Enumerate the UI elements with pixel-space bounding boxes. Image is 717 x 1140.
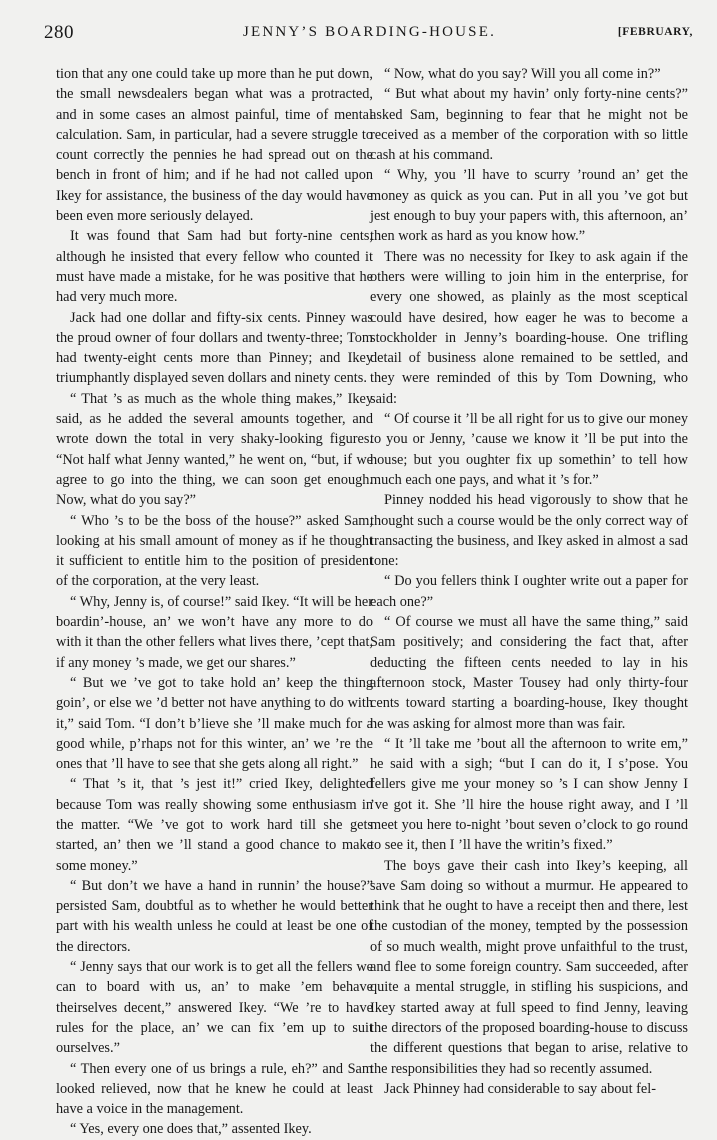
paragraph: “ Why, Jenny is, of course!” said Ikey. “It will be her boardin’-house, an’ we won’t have any more to do with it than the other fellers what lives there, ’cept that, if any money ’s made, we get our shares.” <box>56 593 373 671</box>
running-title: JENNY’S BOARDING-HOUSE. <box>242 24 497 40</box>
issue-month: [FEBRUARY, <box>617 26 693 38</box>
paragraph: “ Now, what do you say? Will you all come in?” <box>384 66 661 82</box>
paragraph: “ But what about my havin’ only forty-nine cents?” asked Sam, beginning to fear that he might not be received as a member of the corporation with so little cash at his command. <box>370 86 688 164</box>
paragraph: The boys gave their cash into Ikey’s keeping, all save Sam doing so without a murmur. He appeared to think that he ought to have a receipt then and there, lest the custodian of the money, tempted by the possession of so much wealth, might prove unfaithful to the trust, and flee to some foreign country. Sam succeeded, after quite a mental struggle, in stifling his suspicions, and Ikey started away at full speed to find Jenny, leaving the directors of the proposed boarding-house to discuss the different questions that began to arise, relative to the responsibilities they had so recently assumed. <box>370 857 688 1077</box>
paragraph: It was found that Sam had but forty-nine cents, although he insisted that every fellow who counted it must have made a mistake, for he was positive that he had very much more. <box>56 228 373 306</box>
paragraph: Pinney nodded his head vigorously to show that he thought such a course would be the only correct way of transacting the business, and Ikey asked in almost a sad tone: <box>370 492 688 570</box>
right-column <box>370 64 688 1099</box>
paragraph: “ Jenny says that our work is to get all the fellers we can to board with us, an’ to make ’em behave theirselves decent,” answered Ikey. “We ’re to have rules for the place, an’ we can fix ’em up to suit ourselves.” <box>56 959 373 1057</box>
paragraph: Jack Phinney had considerable to say about fel- <box>384 1080 656 1097</box>
left-column <box>56 64 373 1140</box>
paragraph: “ Do you fellers think I oughter write out a paper for each one?” <box>370 573 688 610</box>
paragraph: tion that any one could take up more than he put down, the small newsdealers began what was a protracted, and in some cases an almost painful, time of mental calculation. Sam, in particular, had a severe struggle to count correctly the pennies he had spread out on the bench in front of him; and if he had not called upon Ikey for assistance, the business of the day would have been even more seriously delayed. <box>56 66 373 225</box>
paragraph: “ But we ’ve got to take hold an’ keep the thing goin’, or else we ’d better not have anything to do with it,” said Tom. “I don’t b’lieve she ’ll make much for a good while, p’rhaps not for this winter, an’ we ’re the ones that ’ll have to see that she gets along all right.” <box>56 674 373 773</box>
paragraph: “ That ’s as much as the whole thing makes,” Ikey said, as he added the several amounts together, and wrote down the total in very shaky-looking figures. “Not half what Jenny wanted,” he went on, “but, if we agree to go into the thing, we can soon get enough. Now, what do you say?” <box>56 390 373 509</box>
paragraph: “ It ’ll take me ’bout all the afternoon to write em,” he said with a sigh; “but I can do it, I s’pose. You fellers give me your money so ’s I can show Jenny I ’ve got it. She ’ll hire the house right away, and I ’ll meet you here to-night ’bout seven o’clock to go round to see it, then I ’ll have the writin’s fixed.” <box>370 735 688 854</box>
page-header <box>44 22 695 50</box>
paragraph: There was no necessity for Ikey to ask again if the others were willing to join him in the enterprise, for every one showed, as plainly as the most sceptical could have desired, how eager he was to become a stockholder in Jenny’s boarding-house. One trifling detail of business alone remained to be settled, and they were reminded of this by Tom Downing, who said: <box>370 248 688 407</box>
paragraph: “ Why, you ’ll have to scurry ’round an’ get the money as quick as you can. Put in all you ’ve got but jest enough to buy your papers with, this afternoon, an’ then work as hard as you know how.” <box>370 167 688 245</box>
paragraph: “ Of course we must all have the same thing,” said Sam positively; and considering the fact that, after deducting the fifteen cents needed to lay in his afternoon stock, Master Tousey had only thirty-four cents toward starting a boarding-house, Ikey thought he was asking for almost more than was fair. <box>370 614 688 732</box>
paragraph: “ Who ’s to be the boss of the house?” asked Sam, looking at his small amount of money as if he thought it sufficient to entitle him to the position of president of the corporation, at the very least. <box>56 512 373 590</box>
paragraph: “ That ’s it, that ’s jest it!” cried Ikey, delighted because Tom was really showing some enthusiasm in the matter. “We ’ve got to work hard till she gets started, an’ then we ’ll stand a good chance to make some money.” <box>56 776 373 874</box>
paragraph: “ Yes, every one does that,” assented Ikey. <box>70 1121 312 1138</box>
paragraph: “ Then every one of us brings a rule, eh?” and Sam looked relieved, now that he knew he could at least have a voice in the management. <box>56 1060 373 1118</box>
paragraph: “ Of course it ’ll be all right for us to give our money to you or Jenny, ’cause we know it ’ll be put into the house; but you oughter fix up somethin’ to tell how much each one pays, and what it ’s for.” <box>370 411 688 488</box>
paragraph: “ But don’t we have a hand in runnin’ the house?” persisted Sam, doubtful as to whether he would better part with his wealth unless he could at least be one of the directors. <box>56 877 373 955</box>
page-number: 280 <box>44 22 74 43</box>
paragraph: Jack had one dollar and fifty-six cents. Pinney was the proud owner of four dollars and twenty-three; Tom had twenty-eight cents more than Pinney; and Ikey triumphantly displayed seven dollars and ninety cents. <box>56 309 373 387</box>
